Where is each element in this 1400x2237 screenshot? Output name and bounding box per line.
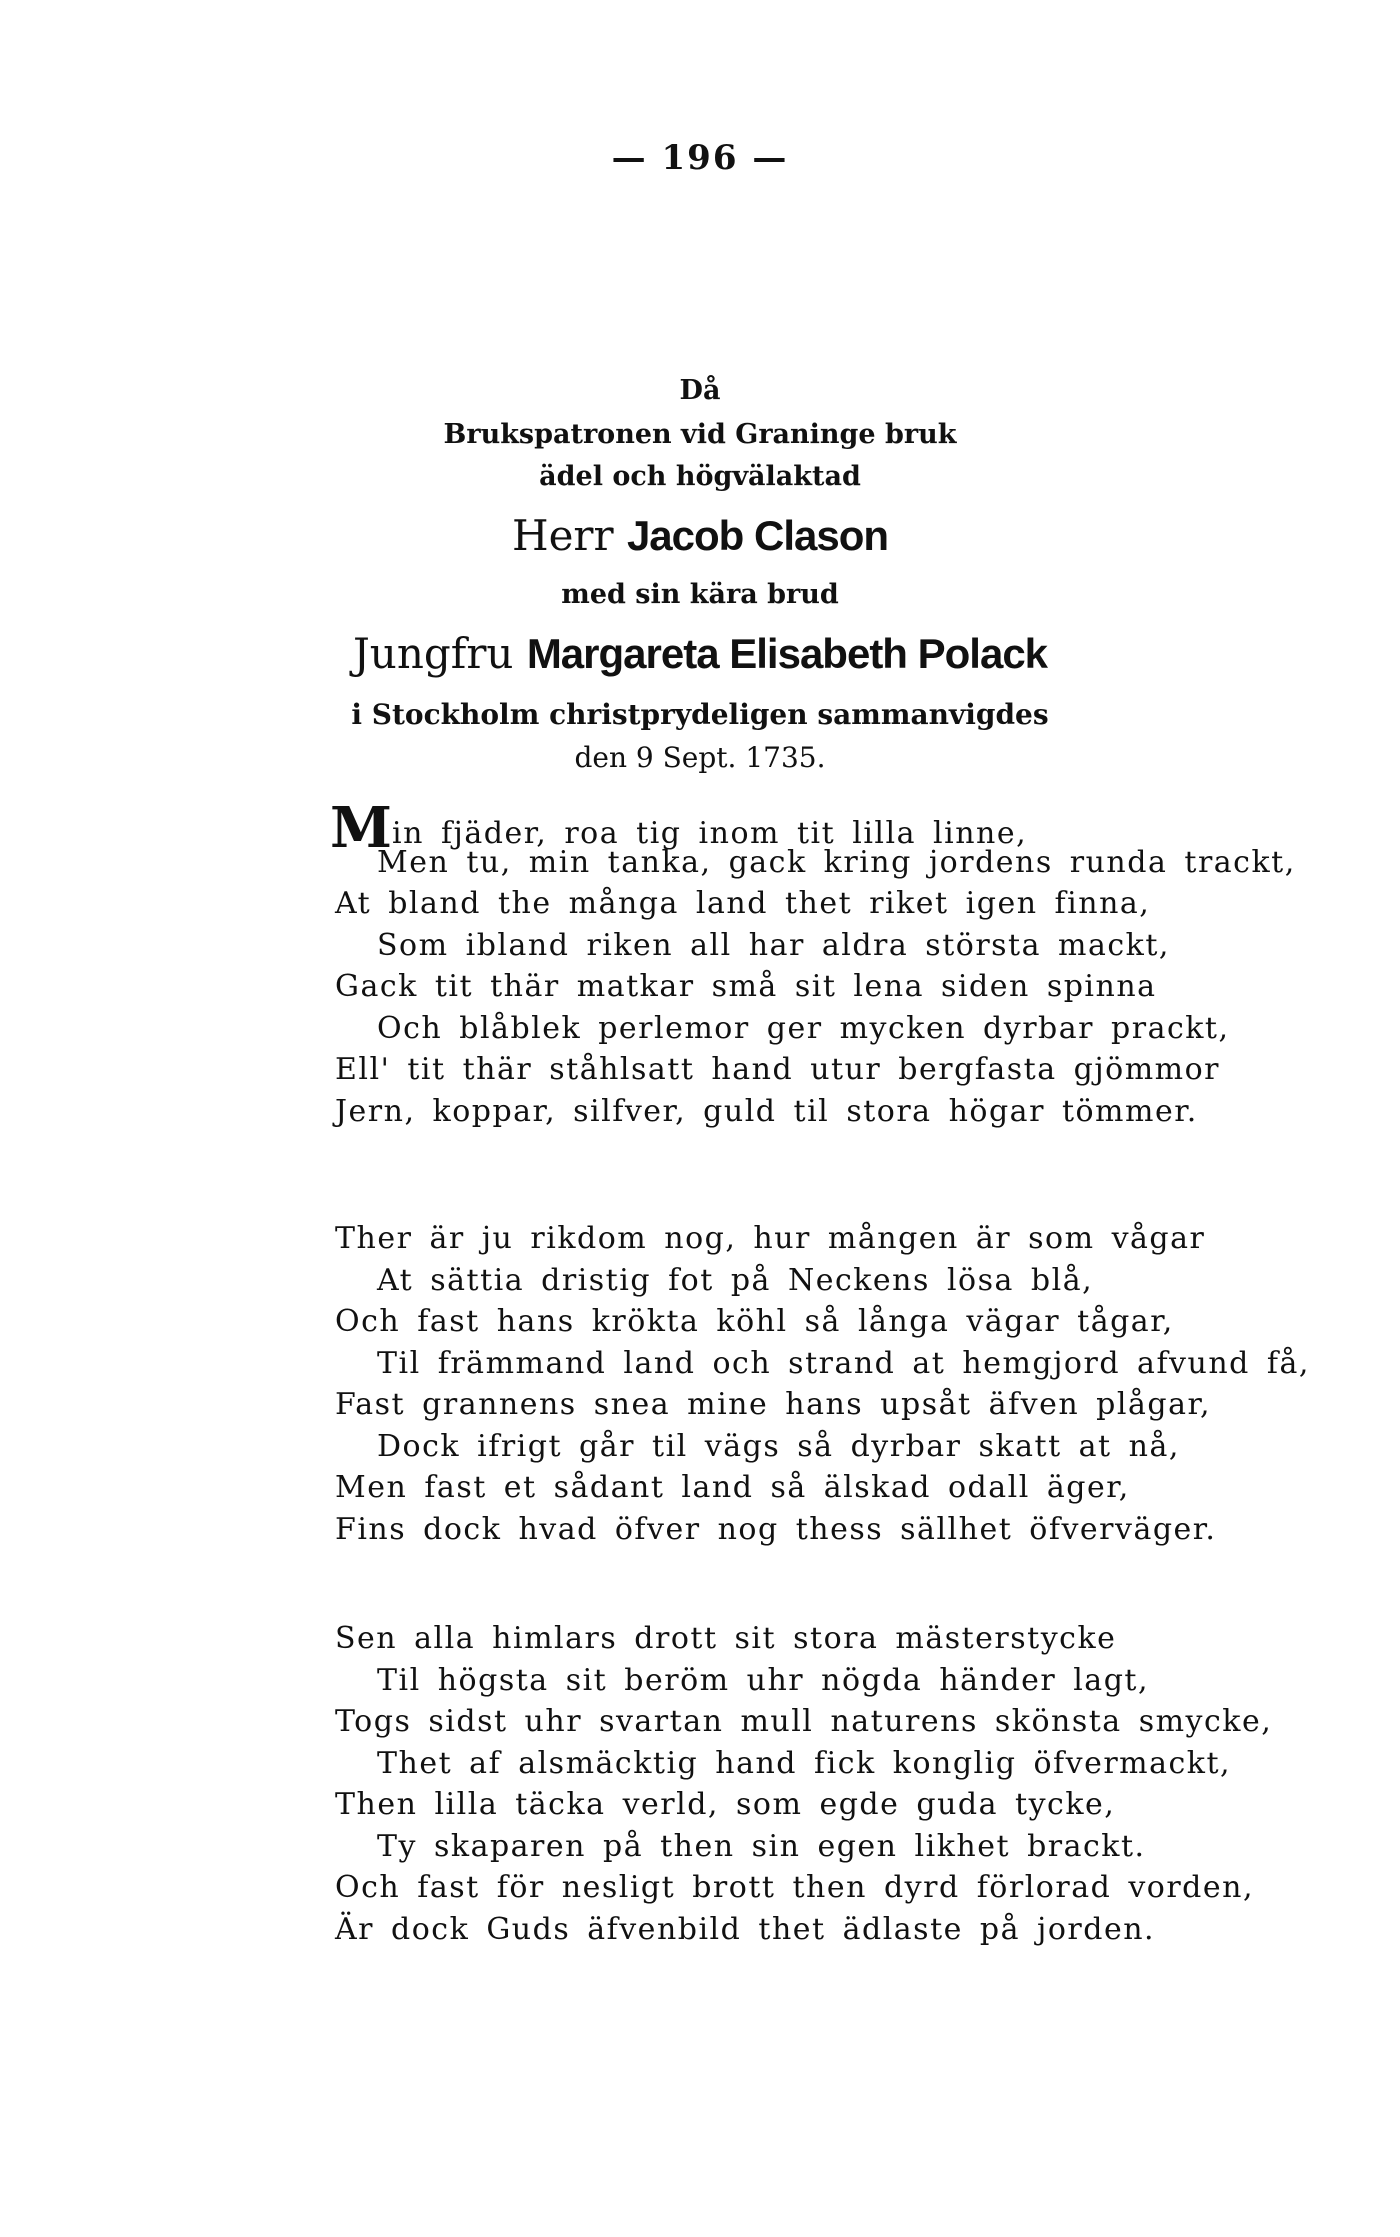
heading-line-bride-intro: med sin kära brud — [561, 579, 839, 610]
verse-line: Fast grannens snea mine hans upsåt äfven plågar, — [335, 1387, 1212, 1422]
verse-line: Och blåblek perlemor ger mycken dyrbar prackt, — [377, 1010, 1230, 1046]
heading-groom — [0, 498, 1400, 574]
heading-line-place: i Stockholm christprydeligen sammanvigdes — [351, 698, 1049, 731]
verse-line: Til högsta sit beröm uhr nögda händer lagt, — [377, 1662, 1149, 1698]
verse-line: Fins dock hvad öfver nog thess sällhet öfverväger. — [335, 1511, 1217, 1547]
dedication-heading — [0, 368, 1400, 778]
verse-line: Til främmand land och strand at hemgjord afvund få, — [377, 1345, 1310, 1381]
verse-line: Ther är ju rikdom nog, hur mången är som vågar — [335, 1221, 1206, 1256]
groom-name: Jacob Clason — [626, 512, 889, 559]
verse-line: Sen alla himlars drott sit stora mästerstycke — [335, 1621, 1117, 1656]
verse-line: At sättia dristig fot på Neckens lösa blå, — [377, 1262, 1094, 1298]
poem-stanza-1 — [0, 795, 1400, 1132]
drop-cap: M — [330, 795, 388, 861]
verse-line: Ty skaparen på then sin egen likhet brackt. — [377, 1828, 1146, 1864]
verse-line — [0, 795, 1400, 861]
verse-line: Gack tit thär matkar små sit lena siden spinna — [335, 969, 1157, 1004]
heading-line-patron: Brukspatronen vid Graninge bruk — [443, 419, 957, 450]
heading-bride — [0, 616, 1400, 692]
verse-line: Men fast et sådant land så älskad odall äger, — [335, 1470, 1130, 1505]
verse-line: Men tu, min tanka, gack kring jordens runda trackt, — [377, 844, 1296, 880]
heading-date: den 9 Sept. 1735. — [574, 741, 826, 774]
poem-stanza-3 — [0, 1618, 1400, 1950]
bride-title: Jungfru — [352, 629, 514, 678]
verse-line: Är dock Guds äfvenbild thet ädlaste på jorden. — [335, 1911, 1156, 1947]
verse-line: Ell' tit thär ståhlsatt hand utur bergfasta gjömmor — [335, 1052, 1221, 1087]
verse-line: Som ibland riken all har aldra största mackt, — [377, 927, 1170, 963]
bride-name: Margareta Elisabeth Polack — [526, 630, 1048, 677]
verse-line: Och fast för nesligt brott then dyrd förlorad vorden, — [335, 1870, 1254, 1905]
verse-line: Thet af alsmäcktig hand fick konglig öfvermackt, — [377, 1745, 1232, 1781]
poem-stanza-2 — [0, 1218, 1400, 1550]
heading-da: Då — [679, 375, 721, 406]
verse-line: Then lilla täcka verld, som egde guda tycke, — [335, 1787, 1116, 1822]
verse-line: Och fast hans krökta köhl så långa vägar tågar, — [335, 1304, 1174, 1339]
verse-line: Togs sidst uhr svartan mull naturens skönsta smycke, — [335, 1704, 1273, 1739]
verse-line: Jern, koppar, silfver, guld til stora högar tömmer. — [335, 1093, 1198, 1129]
verse-line: At bland the många land thet riket igen finna, — [335, 886, 1151, 921]
page-number: — 196 — — [611, 138, 789, 178]
groom-title: Herr — [511, 511, 614, 560]
verse-line-text: in fjäder, roa tig inom tit lilla linne, — [392, 816, 1028, 851]
verse-line: Dock ifrigt går til vägs så dyrbar skatt at nå, — [377, 1428, 1180, 1464]
heading-line-honorific: ädel och högvälaktad — [539, 461, 861, 492]
